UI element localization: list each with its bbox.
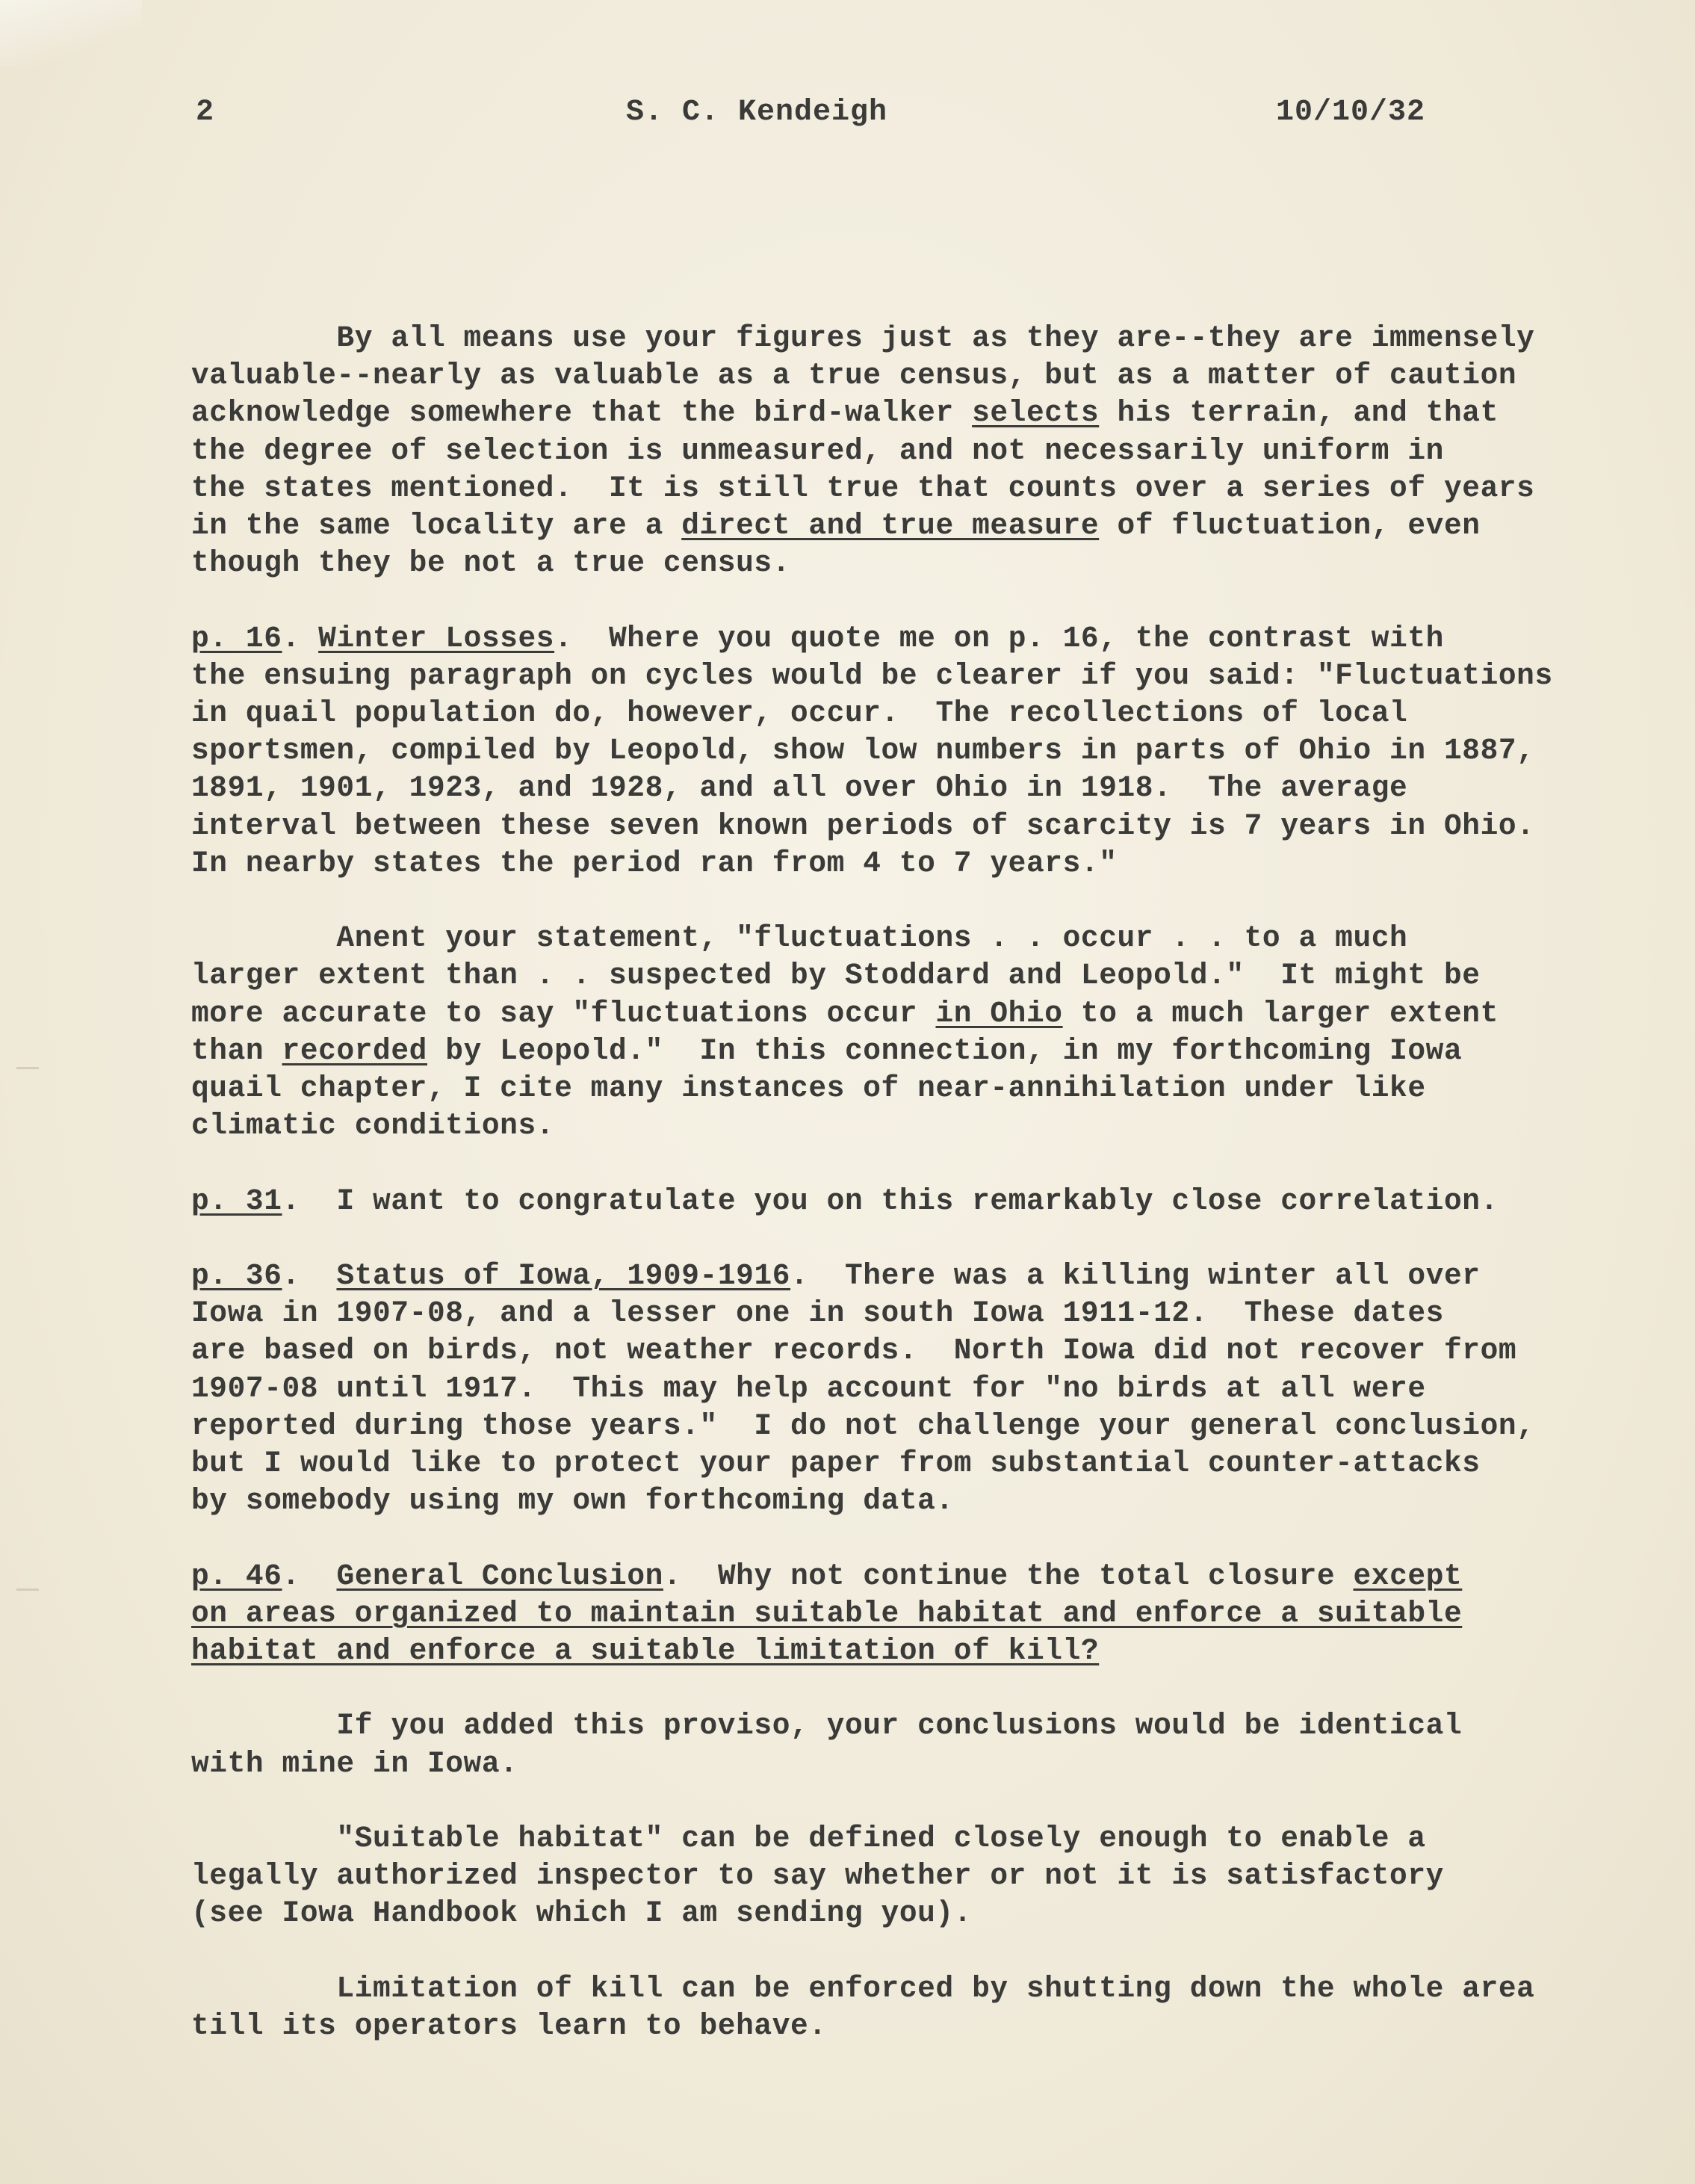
text-line: the states mentioned. It is still true that counts over a series of years xyxy=(191,471,1535,505)
text-line: In nearby states the period ran from 4 to 7 years." xyxy=(191,846,1118,880)
text-line: but I would like to protect your paper from substantial counter-attacks xyxy=(191,1447,1481,1481)
text-line: Iowa in 1907-08, and a lesser one in south Iowa 1911-12. These dates xyxy=(191,1296,1444,1331)
paragraph-fluctuations xyxy=(191,920,1611,1145)
text-line: legally authorized inspector to say whether or not it is satisfactory xyxy=(191,1859,1444,1893)
page-reference: p. 31 xyxy=(191,1184,282,1218)
page-reference: p. 36 xyxy=(191,1259,282,1293)
text-line: sportsmen, compiled by Leopold, show low numbers in parts of Ohio in 1887, xyxy=(191,734,1535,768)
paragraph-census xyxy=(191,320,1611,582)
paragraph-proviso xyxy=(191,1707,1611,1782)
text-line xyxy=(191,1633,1611,1670)
text-line: (see Iowa Handbook which I am sending you). xyxy=(191,1896,973,1931)
text-line: "Suitable habitat" can be defined closely enough to enable a xyxy=(191,1822,1426,1856)
text-line: in quail population do, however, occur. The recollections of local xyxy=(191,696,1408,731)
text-line: p. 31. I want to congratulate you on this remarkably close correlation. xyxy=(191,1184,1499,1218)
page-reference: p. 16 xyxy=(191,621,282,655)
underlined-phrase: habitat and enforce a suitable limitation of kill? xyxy=(191,1634,1100,1668)
text-line: larger extent than . . suspected by Stoddard and Leopold." It might be xyxy=(191,959,1481,993)
page-fold-shading xyxy=(0,0,142,67)
text-line: interval between these seven known periods of scarcity is 7 years in Ohio. xyxy=(191,808,1535,843)
paragraph-status-iowa xyxy=(191,1257,1611,1520)
text-line: By all means use your figures just as they are--they are immensely xyxy=(191,321,1535,355)
section-heading: General Conclusion xyxy=(336,1559,663,1593)
section-heading: Winter Losses xyxy=(318,621,555,655)
text-line: are based on birds, not weather records. North Iowa did not recover from xyxy=(191,1334,1517,1368)
underlined-phrase: direct and true measure xyxy=(681,509,1100,543)
text-line: though they be not a true census. xyxy=(191,546,791,581)
underlined-phrase: in Ohio xyxy=(935,996,1063,1030)
author-name: S. C. Kendeigh xyxy=(626,96,888,129)
text-line: If you added this proviso, your conclusions would be identical xyxy=(191,1709,1463,1743)
letter-body xyxy=(191,320,1611,2082)
page-number: 2 xyxy=(196,96,215,129)
text-line: than recorded by Leopold." In this connection, in my forthcoming Iowa xyxy=(191,1033,1463,1068)
text-line: with mine in Iowa. xyxy=(191,1746,518,1781)
letter-date: 10/10/32 xyxy=(1276,96,1426,129)
underlined-phrase: except xyxy=(1353,1559,1463,1593)
underlined-phrase: selects xyxy=(972,396,1100,430)
text-line: climatic conditions. xyxy=(191,1109,555,1143)
margin-mark xyxy=(16,1067,39,1069)
paragraph-correlation xyxy=(191,1183,1611,1220)
paragraph-general-conclusion xyxy=(191,1558,1611,1671)
text-line: the ensuing paragraph on cycles would be clearer if you said: "Fluctuations xyxy=(191,658,1553,693)
text-line: more accurate to say "fluctuations occur in Ohio to a much larger extent xyxy=(191,996,1499,1030)
section-heading: Status of Iowa, 1909-1916 xyxy=(336,1259,791,1293)
text-line: till its operators learn to behave. xyxy=(191,2009,827,2044)
text-line: acknowledge somewhere that the bird-walker selects his terrain, and that xyxy=(191,396,1499,430)
page-header xyxy=(196,96,1436,133)
paragraph-suitable-habitat xyxy=(191,1820,1611,1933)
paragraph-limitation-of-kill xyxy=(191,1970,1611,2045)
underlined-phrase: recorded xyxy=(282,1033,427,1068)
text-line: in the same locality are a direct and true measure of fluctuation, even xyxy=(191,509,1481,543)
page-reference: p. 46 xyxy=(191,1559,282,1593)
text-line: reported during those years." I do not challenge your general conclusion, xyxy=(191,1408,1535,1443)
paragraph-winter-losses xyxy=(191,620,1611,882)
text-line: 1891, 1901, 1923, and 1928, and all over Ohio in 1918. The average xyxy=(191,771,1408,805)
text-line xyxy=(191,1595,1611,1633)
text-line: quail chapter, I cite many instances of near-annihilation under like xyxy=(191,1071,1426,1106)
text-line: Anent your statement, "fluctuations . . occur . . to a much xyxy=(191,921,1408,956)
text-line: p. 36. Status of Iowa, 1909-1916. There was a killing winter all over xyxy=(191,1259,1481,1293)
margin-mark xyxy=(16,1588,39,1591)
text-line: the degree of selection is unmeasured, and not necessarily uniform in xyxy=(191,433,1444,468)
text-line: p. 16. Winter Losses. Where you quote me on p. 16, the contrast with xyxy=(191,621,1444,655)
text-line: 1907-08 until 1917. This may help account for "no birds at all were xyxy=(191,1371,1426,1405)
text-line: Limitation of kill can be enforced by shutting down the whole area xyxy=(191,1971,1535,2005)
text-line: by somebody using my own forthcoming data. xyxy=(191,1484,954,1518)
underlined-phrase: on areas organized to maintain suitable habitat and enforce a suitable xyxy=(191,1596,1463,1630)
text-line: valuable--nearly as valuable as a true census, but as a matter of caution xyxy=(191,359,1517,393)
text-line: p. 46. General Conclusion. Why not continue the total closure except xyxy=(191,1559,1463,1593)
